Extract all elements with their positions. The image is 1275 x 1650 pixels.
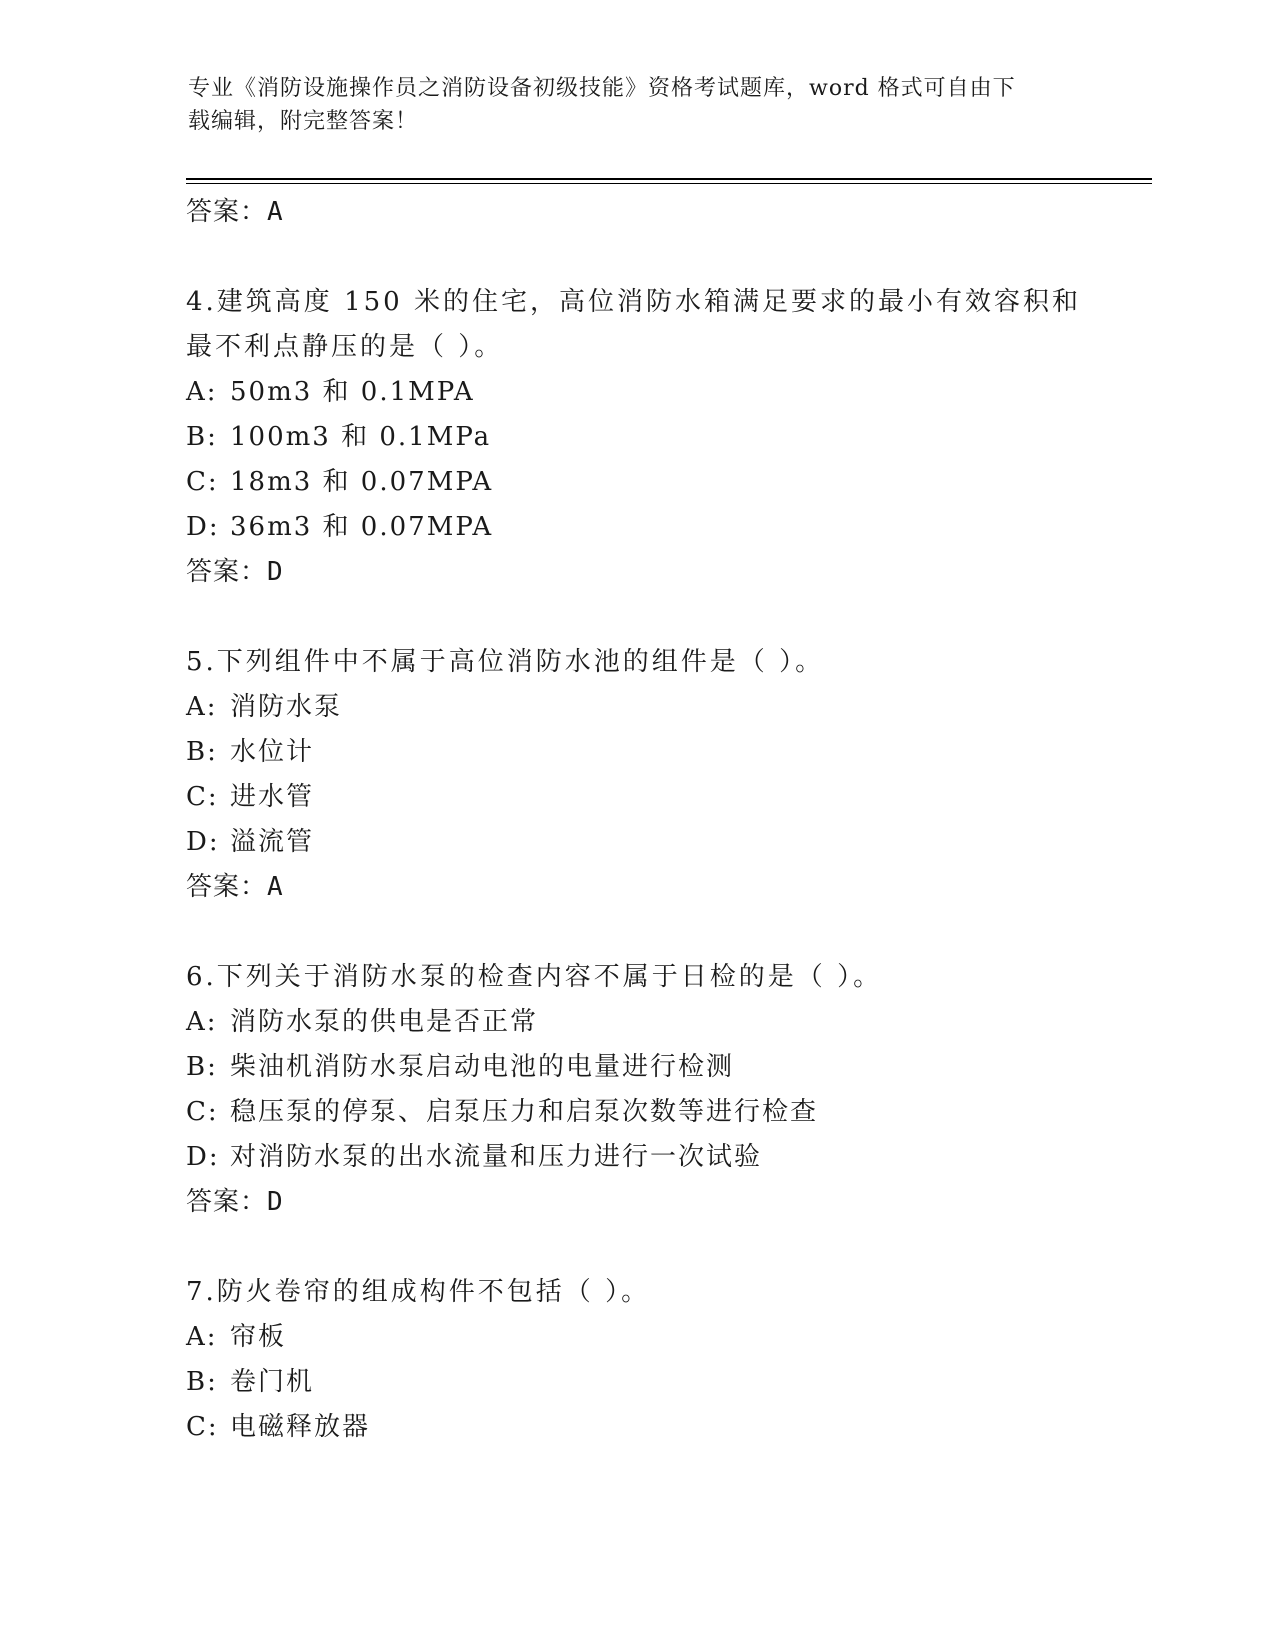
answer-line-q3 (186, 190, 1086, 235)
answer-value: A (267, 872, 284, 902)
option-d (186, 1135, 1086, 1180)
header-divider-thick (186, 178, 1152, 180)
document-header (188, 72, 1068, 138)
option-text: 50m3 和 0.1MPA (230, 377, 475, 407)
option-a (186, 370, 1086, 415)
option-b (186, 415, 1086, 460)
option-text: 消防水泵 (230, 692, 343, 722)
option-letter: A: (186, 692, 218, 722)
document-body (186, 190, 1086, 1450)
answer-label: 答案： (186, 1187, 268, 1217)
answer-line (186, 1180, 1086, 1225)
option-d (186, 820, 1086, 865)
option-text: 消防水泵的供电是否正常 (230, 1007, 539, 1037)
option-text: 18m3 和 0.07MPA (230, 467, 494, 497)
answer-label: 答案： (186, 557, 268, 587)
answer-value: A (267, 197, 284, 227)
option-c (186, 1090, 1086, 1135)
answer-line (186, 865, 1086, 910)
option-text: 100m3 和 0.1MPa (230, 422, 492, 452)
question-5 (186, 640, 1086, 910)
option-a (186, 1315, 1086, 1360)
option-text: 36m3 和 0.07MPA (230, 512, 494, 542)
option-letter: C: (186, 782, 219, 812)
question-4 (186, 280, 1086, 595)
question-7 (186, 1270, 1086, 1450)
option-text: 溢流管 (230, 827, 315, 857)
question-stem-continued: 最不利点静压的是（ ）。 (186, 332, 504, 362)
answer-value: D (267, 1187, 284, 1217)
question-stem: 6.下列关于消防水泵的检查内容不属于日检的是（ ）。 (186, 962, 883, 992)
option-letter: B: (186, 1052, 218, 1082)
header-divider-thin (186, 183, 1152, 184)
option-letter: D: (186, 1142, 220, 1172)
option-c (186, 1405, 1086, 1450)
option-text: 帘板 (230, 1322, 287, 1352)
option-letter: C: (186, 467, 219, 497)
option-letter: A: (186, 1007, 218, 1037)
question-stem: 5.下列组件中不属于高位消防水池的组件是（ ）。 (186, 647, 825, 677)
option-letter: B: (186, 1367, 218, 1397)
answer-value: D (267, 557, 284, 587)
option-d (186, 505, 1086, 550)
option-letter: D: (186, 827, 220, 857)
question-stem: 7.防火卷帘的组成构件不包括（ ）。 (186, 1277, 651, 1307)
option-letter: A: (186, 377, 218, 407)
option-b (186, 1045, 1086, 1090)
option-b (186, 730, 1086, 775)
option-text: 水位计 (230, 737, 315, 767)
option-letter: B: (186, 422, 218, 452)
header-line-1: 专业《消防设施操作员之消防设备初级技能》资格考试题库，word 格式可自由下 (188, 76, 1016, 101)
question-6 (186, 955, 1086, 1225)
option-text: 卷门机 (230, 1367, 315, 1397)
option-letter: D: (186, 512, 220, 542)
option-text: 对消防水泵的出水流量和压力进行一次试验 (230, 1142, 763, 1172)
option-c (186, 775, 1086, 820)
option-letter: C: (186, 1412, 219, 1442)
answer-line (186, 550, 1086, 595)
option-a (186, 1000, 1086, 1045)
option-letter: B: (186, 737, 218, 767)
option-letter: A: (186, 1322, 218, 1352)
option-text: 电磁释放器 (230, 1412, 371, 1442)
option-b (186, 1360, 1086, 1405)
option-text: 稳压泵的停泵、启泵压力和启泵次数等进行检查 (230, 1097, 819, 1127)
option-a (186, 685, 1086, 730)
header-line-2: 载编辑，附完整答案！ (188, 109, 419, 134)
option-c (186, 460, 1086, 505)
option-text: 柴油机消防水泵启动电池的电量进行检测 (230, 1052, 735, 1082)
question-stem: 4.建筑高度 150 米的住宅，高位消防水箱满足要求的最小有效容积和 (186, 287, 1081, 317)
option-text: 进水管 (230, 782, 315, 812)
option-letter: C: (186, 1097, 219, 1127)
answer-label: 答案： (186, 872, 268, 902)
answer-label: 答案： (186, 197, 268, 227)
